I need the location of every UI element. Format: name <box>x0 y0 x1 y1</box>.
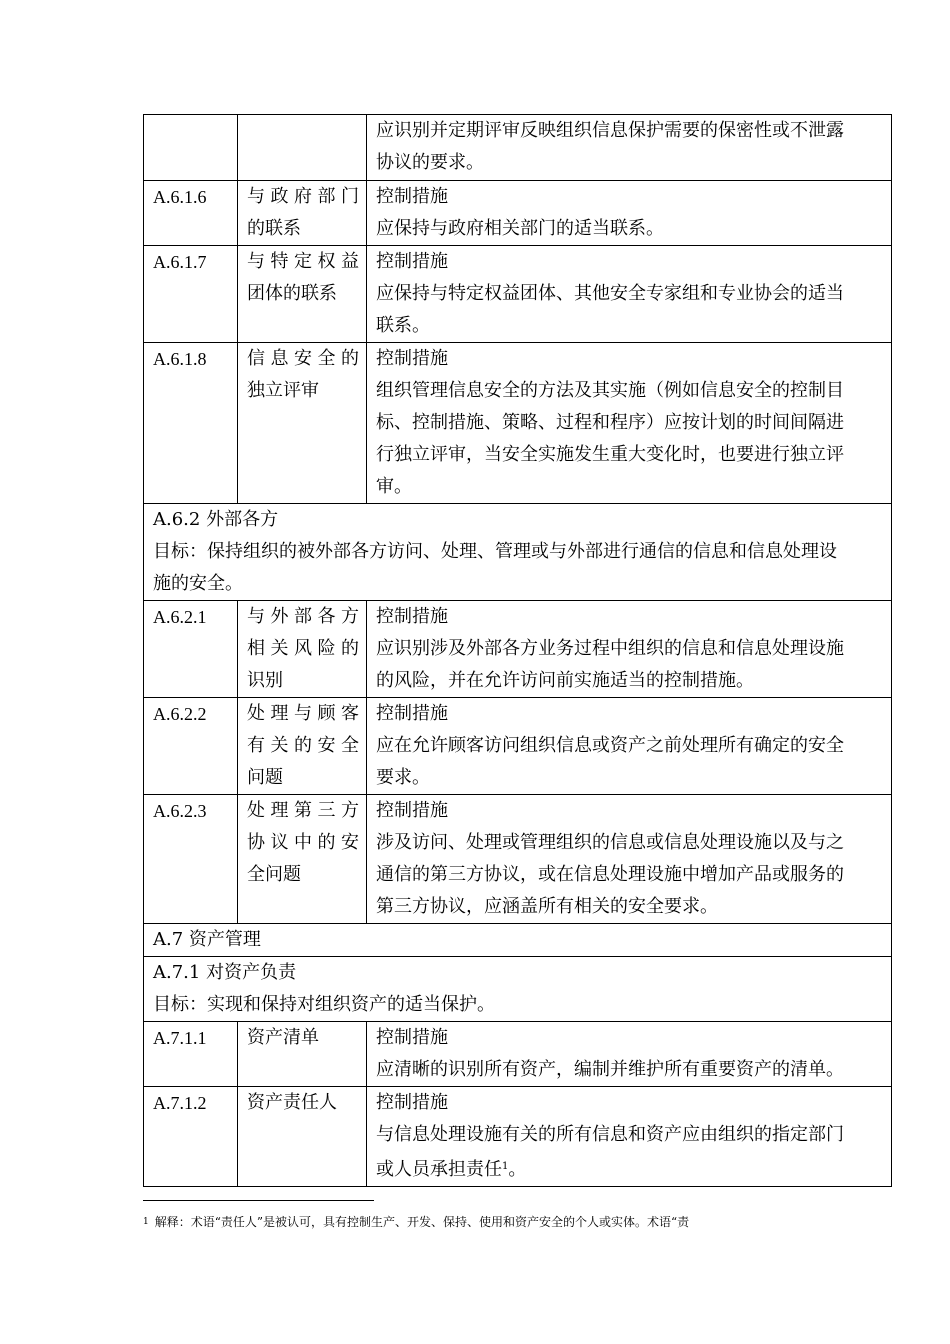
desc-line: 应保持与特定权益团体、其他安全专家组和专业协会的适当 <box>376 283 844 304</box>
desc-line: 涉及访问、处理或管理组织的信息或信息处理设施以及与之 <box>376 832 844 853</box>
control-desc <box>367 601 892 698</box>
control-heading: 控制措施 <box>376 251 448 272</box>
footnote-text: 解释：术语“责任人”是被认可，具有控制生产、开发、保持、使用和资产安全的个人或实体。术语“责 <box>154 1215 690 1229</box>
control-desc <box>367 246 892 343</box>
control-heading: 控制措施 <box>376 348 448 369</box>
control-heading: 控制措施 <box>376 1092 448 1113</box>
name-line: 的联系 <box>247 218 301 239</box>
control-id: A.6.1.7 <box>144 246 238 343</box>
control-id: A.7.1.2 <box>144 1087 238 1187</box>
desc-line: 与信息处理设施有关的所有信息和资产应由组织的指定部门 <box>376 1124 844 1145</box>
control-id: A.6.1.6 <box>144 181 238 246</box>
name-line: 与外部各方 <box>247 606 359 627</box>
control-heading: 控制措施 <box>376 800 448 821</box>
section-objective: 目标：保持组织的被外部各方访问、处理、管理或与外部进行通信的信息和信息处理设 <box>153 541 837 562</box>
desc-text: 。 <box>508 1159 527 1180</box>
table-row <box>144 1022 892 1087</box>
id-cell <box>144 115 238 181</box>
desc-line: 第三方协议，应涵盖所有相关的安全要求。 <box>376 896 718 917</box>
control-name <box>238 601 367 698</box>
table-row <box>144 698 892 795</box>
desc-line: 联系。 <box>376 315 430 336</box>
desc-line: 要求。 <box>376 767 430 788</box>
desc-line: 组织管理信息安全的方法及其实施（例如信息安全的控制目 <box>376 380 844 401</box>
name-line: 资产责任人 <box>247 1092 337 1113</box>
desc-line: 协议的要求。 <box>376 152 484 173</box>
desc-line: 通信的第三方协议，或在信息处理设施中增加产品或服务的 <box>376 864 844 885</box>
section-cell <box>144 924 892 957</box>
desc-line: 审。 <box>376 476 412 497</box>
name-line: 信息安全的 <box>247 348 359 369</box>
desc-text: 或人员承担责任 <box>376 1159 502 1180</box>
footnote-separator <box>143 1200 374 1201</box>
control-desc <box>367 181 892 246</box>
control-desc <box>367 1022 892 1087</box>
control-id: A.6.1.8 <box>144 343 238 504</box>
control-heading: 控制措施 <box>376 186 448 207</box>
controls-table <box>143 114 892 1187</box>
name-line: 相关风险的 <box>247 638 359 659</box>
table-row <box>144 181 892 246</box>
section-row <box>144 957 892 1022</box>
control-name <box>238 795 367 924</box>
name-line: 与特定权益 <box>247 251 359 272</box>
control-heading: 控制措施 <box>376 1027 448 1048</box>
desc-line: 行独立评审，当安全实施发生重大变化时，也要进行独立评 <box>376 444 844 465</box>
footnote-number: 1 <box>143 1217 149 1227</box>
desc-cell <box>367 115 892 181</box>
name-cell <box>238 115 367 181</box>
section-objective: 施的安全。 <box>153 573 243 594</box>
control-desc <box>367 795 892 924</box>
name-line: 独立评审 <box>247 380 319 401</box>
footnote-ref[interactable]: 1 <box>502 1161 509 1172</box>
table-row <box>144 601 892 698</box>
control-heading: 控制措施 <box>376 606 448 627</box>
table-row <box>144 795 892 924</box>
section-row <box>144 924 892 957</box>
name-line: 问题 <box>247 767 283 788</box>
section-title: A.6.2 外部各方 <box>153 509 279 530</box>
footnote <box>143 1214 689 1230</box>
control-heading: 控制措施 <box>376 703 448 724</box>
desc-line <box>376 1151 883 1186</box>
control-desc <box>367 343 892 504</box>
section-row <box>144 504 892 601</box>
section-objective: 目标：实现和保持对组织资产的适当保护。 <box>153 994 495 1015</box>
name-line: 有关的安全 <box>247 735 359 756</box>
desc-line: 应保持与政府相关部门的适当联系。 <box>376 218 664 239</box>
table-row <box>144 115 892 181</box>
control-desc <box>367 698 892 795</box>
control-id: A.6.2.3 <box>144 795 238 924</box>
control-name <box>238 1087 367 1187</box>
control-name <box>238 343 367 504</box>
name-line: 团体的联系 <box>247 283 337 304</box>
control-name <box>238 1022 367 1087</box>
section-title: A.7 资产管理 <box>153 929 261 950</box>
section-cell <box>144 957 892 1022</box>
name-line: 资产清单 <box>247 1027 319 1048</box>
name-line: 全问题 <box>247 864 301 885</box>
desc-line: 应清晰的识别所有资产，编制并维护所有重要资产的清单。 <box>376 1059 844 1080</box>
name-line: 协议中的安 <box>247 832 359 853</box>
control-name <box>238 181 367 246</box>
control-id: A.6.2.2 <box>144 698 238 795</box>
table-row <box>144 246 892 343</box>
desc-line: 应识别并定期评审反映组织信息保护需要的保密性或不泄露 <box>376 120 844 141</box>
control-name <box>238 246 367 343</box>
desc-line: 的风险，并在允许访问前实施适当的控制措施。 <box>376 670 754 691</box>
desc-line: 应在允许顾客访问组织信息或资产之前处理所有确定的安全 <box>376 735 844 756</box>
desc-line: 标、控制措施、策略、过程和程序）应按计划的时间间隔进 <box>376 412 844 433</box>
desc-line: 应识别涉及外部各方业务过程中组织的信息和信息处理设施 <box>376 638 844 659</box>
control-name <box>238 698 367 795</box>
section-title: A.7.1 对资产负责 <box>153 962 297 983</box>
control-desc <box>367 1087 892 1187</box>
name-line: 识别 <box>247 670 283 691</box>
table-row <box>144 343 892 504</box>
control-id: A.7.1.1 <box>144 1022 238 1087</box>
name-line: 处理与顾客 <box>247 703 359 724</box>
control-id: A.6.2.1 <box>144 601 238 698</box>
table-row <box>144 1087 892 1187</box>
name-line: 处理第三方 <box>247 800 359 821</box>
section-cell <box>144 504 892 601</box>
name-line: 与政府部门 <box>247 186 359 207</box>
